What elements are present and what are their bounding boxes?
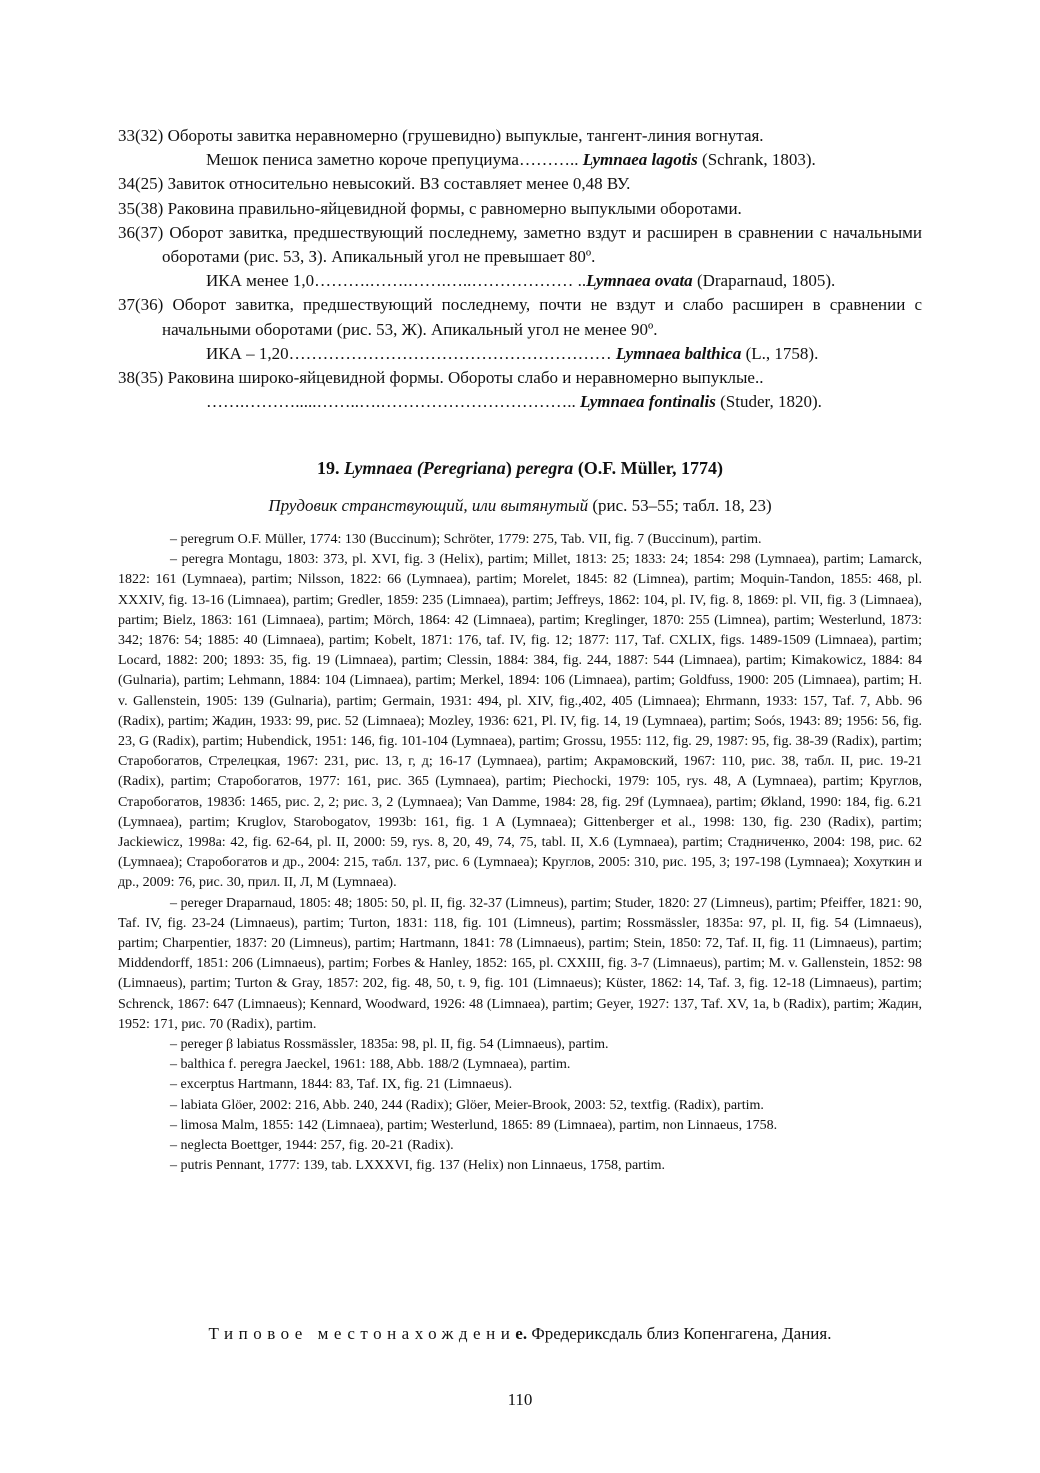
synonym-entry: – putris Pennant, 1777: 139, tab. LXXXVI, fig. 137 (Helix) non Linnaeus, 1758, partim. [170,1158,665,1174]
key-text: Мешок пениса заметно короче препуциума……….. [206,150,579,170]
genus-subgenus: Lymnaea (Peregriana [344,458,506,478]
synonym-entry: – pereger β labiatus Rossmässler, 1835a: 98, pl. II, fig. 54 (Limnaeus), partim. [170,1037,609,1053]
key-number: 33(32) [118,126,164,145]
key-couplet-34: 34(25) Завиток относительно невысокий. ВЗ составляет менее 0,48 ВУ. [118,174,631,194]
key-couplet-33 [118,124,922,172]
key-text: Оборот завитка, предшествующий последнему, почти не вздут и слабо расширен в сравнении с начальными оборотами (рис. 53, Ж). Апикальный угол не менее 90º. [162,295,922,339]
species-author: (L., 1758). [741,343,819,363]
species-name: Lymnaea fontinalis [580,392,716,412]
species-author: (Schrank, 1803). [697,150,816,170]
key-text: …….……….....……..….…………………………….. [206,392,576,412]
key-couplet-36 [118,221,922,294]
species-heading [118,458,922,479]
key-couplet-35: 35(38) Раковина правильно-яйцевидной формы, с равномерно выпуклыми оборотами. [118,198,742,218]
synonym-entry: – excerptus Hartmann, 1844: 83, Taf. IX, fig. 21 (Limnaeus). [170,1077,513,1093]
type-locality-label-end: е. [515,1324,528,1343]
type-locality-label: Типовое местонахождени [208,1324,516,1343]
species-epithet: peregra [516,458,574,478]
key-text: Раковина широко-яйцевидной формы. Обороты слабо и неравномерно выпуклые.. [163,368,764,388]
synonym-entry: – balthica f. peregra Jaeckel, 1961: 188, Abb. 188/2 (Lymnaea), partim. [170,1057,571,1073]
species-author: (Studer, 1820). [715,392,822,412]
species-number: 19. [317,458,344,478]
key-couplet-38 [118,366,922,414]
key-number: 37(36) [118,295,164,315]
key-text: ИКА менее 1,0……….…….…….…..……………… .. [206,271,587,291]
species-name: Lymnaea lagotis [582,150,698,170]
synonym-entry: – pereger Draparnaud, 1805: 48; 1805: 50, pl. II, fig. 32-37 (Limneus), partim; Studer, 1820: 27 (Limneus), partim; Pfeiffer, 1821: 90, Taf. IV, fig. 23-24 (Limnaeus), partim; Turton, 1831: 118, fig. 101 (Limneus), partim; Rossmässler, 1835a: 97, pl. II, fig. 54 (Limnaeus), partim; Charpentier, 1837: 20 (Limneus), partim; Hartmann, 1841: 78 (Limnaeus), partim; Stein, 1850: 72, Taf. II, fig. 11 (Limnaeus), partim; Middendorff, 1851: 206 (Limnaeus), partim; Forbes & Hanley, 1852: 165, pl. CXXIII, fig. 3-7 (Limnaeus), partim; M. v. Gallenstein, 1852: 98 (Limnaeus), partim; Turton & Gray, 1857: 202, fig. 48, 50, t. 9, fig. 101 (Limnaeus); Küster, 1862: 14, Taf. 3, fig. 12-18 (Limnaeus), partim; Schrenck, 1867: 647 (Limnaeus); Kennard, Woodward, 1926: 48 (Limnaea), partim; Geyer, 1927: 137, Taf. XV, 1a, b (Radix), partim; Жадин, 1952: 171, рис. 70 (Radix), partim. [118,895,922,1032]
key-text: Оборот завитка, предшествующий последнему, заметно вздут и расширен в сравнении с начальными оборотами (рис. 53, З). Апикальный угол не превышает 80º. [162,222,922,267]
synonym-entry: – peregra Montagu, 1803: 373, pl. XVI, fig. 3 (Helix), partim; Millet, 1813: 25; 1833: 24; 1854: 298 (Lymnaea), partim; Lamarck, 1822: 161 (Lymnaea), partim; Nilsson, 1822: 66 (Lymnaea), partim; Morelet, 1845: 82 (Limnea), partim; Moquin-Tandon, 1855: 468, pl. XXXIV, fig. 13-16 (Limnaea), partim; Gredler, 1859: 235 (Limnaea), partim; Jeffreys, 1862: 104, pl. IV, fig. 8, 1869: pl. VII, fig. 3 (Limnaea), partim; Bielz, 1863: 161 (Limnaea), partim; Mörch, 1864: 42 (Limnaea), partim; Kreglinger, 1870: 255 (Limnea), partim; Westerlund, 1873: 342; 1876: 54; 1885: 40 (Limnaea), partim; Kobelt, 1871: 176, taf. IV, fig. 12; 1877: 117, Taf. CXLIX, figs. 1489-1509 (Limnaea), partim; Locard, 1882: 200; 1893: 35, fig. 19 (Limnaea), partim; Clessin, 1884: 384, fig. 244, 1887: 544 (Limnaea), partim; Kimakowicz, 1884: 84 (Gulnaria), partim; Lehmann, 1884: 104 (Limnaea), partim; Merkel, 1894: 106 (Limnaea), partim; Goldfuss, 1900: 205 (Limnaea), partim; H. v. Gallenstein, 1905: 139 (Gulnaria), partim; Germain, 1931: 494, pl. XIV, fig.,402, 405 (Limnaea); Ehrmann, 1933: 157, Taf. 7, Abb. 96 (Radix), partim; Жадин, 1933: 99, рис. 52 (Limnaea); Mozley, 1936: 621, Pl. IV, fig. 14, 19 (Lymnaea), partim; Soós, 1943: 89; 1956: 56, fig. 23, G (Radix), partim; Hubendick, 1951: 146, fig. 101-104 (Lymnaea), partim; Grossu, 1955: 112, fig. 29, 1987: 95, fig. 38-39 (Radix), partim; Старобогатов, Стрелецкая, 1967: 231, рис. 13, г, д; 16-17 (Lymnaea), partim; Акрамовский, 1967: 110, рис. 38, табл. II, рис. 19-21 (Radix), partim; Старобогатов, 1977: 161, рис. 365 (Lymnaea), partim; Piechocki, 1979: 105, rys. 48, A (Lymnaea), partim; Круглов, Старобогатов, 1983б: 1465, рис. 2, 2; рис. 3, 2 (Lymnaea); Van Damme, 1984: 28, fig. 29f (Lymnaea), partim; Økland, 1990: 184, fig. 6.21 (Lymnaea), partim; Kruglov, Starobogatov, 1993b: 161, fig. 1 A (Lymnaea); Gittenberger et al., 1998: 130, fig. 230 (Radix), partim; Jackiewicz, 1998a: 42, fig. 62-64, pl. II, 2000: 59, rys. 8, 20, 49, 74, 75, tabl. II, X.6 (Lymnaea), partim; Стадниченко, 2004: 198, рис. 62 (Lymnaea); Старобогатов и др., 2004: 215, табл. 137, рис. 6 (Lymnaea); Круглов, 2005: 310, рис. 195, 3; 197-198 (Lymnaea); Хохуткин и др., 2009: 76, рис. 30, прил. II, Л, М (Lymnaea). [118,552,922,891]
type-locality-text: Фредериксдаль близ Копенгагена, Дания. [527,1324,832,1343]
common-name-line [118,496,922,516]
identification-key [118,124,922,414]
key-number: 36(37) [118,222,164,242]
key-text: ИКА – 1,20………………………………………………… [206,343,616,363]
species-name: Lymnaea balthica [615,343,742,363]
species-name: Lymnaea ovata [586,271,693,291]
key-text: Обороты завитка неравномерно (грушевидно) выпуклые, тангент-линия вогнутая. [163,126,764,145]
synonym-entry: – limosa Malm, 1855: 142 (Limnaea), partim; Westerlund, 1865: 89 (Limnaea), partim, non Linnaeus, 1758. [170,1117,778,1133]
type-locality [118,1324,922,1344]
key-couplet-37 [118,293,922,366]
synonym-entry: – peregrum O.F. Müller, 1774: 130 (Buccinum); Schröter, 1779: 275, Tab. VII, fig. 7 (Buccinum), partim. [170,532,762,547]
page-number: 110 [507,1390,533,1409]
synonymy-list [118,530,922,1177]
synonym-entry: – labiata Glöer, 2002: 216, Abb. 240, 244 (Radix); Glöer, Meier-Brook, 2003: 52, textfig. (Radix), partim. [170,1097,764,1113]
heading-author: (O.F. Müller, 1774) [573,458,723,478]
figure-refs: (рис. 53–55; табл. 18, 23) [588,496,772,515]
paren-close: ) [505,458,517,478]
species-author: (Draparnaud, 1805). [692,271,836,291]
key-number: 38(35) [118,368,164,388]
synonym-entry: – neglecta Boettger, 1944: 257, fig. 20-21 (Radix). [170,1138,454,1154]
common-name: Прудовик странствующий, или вытянутый [268,496,589,515]
